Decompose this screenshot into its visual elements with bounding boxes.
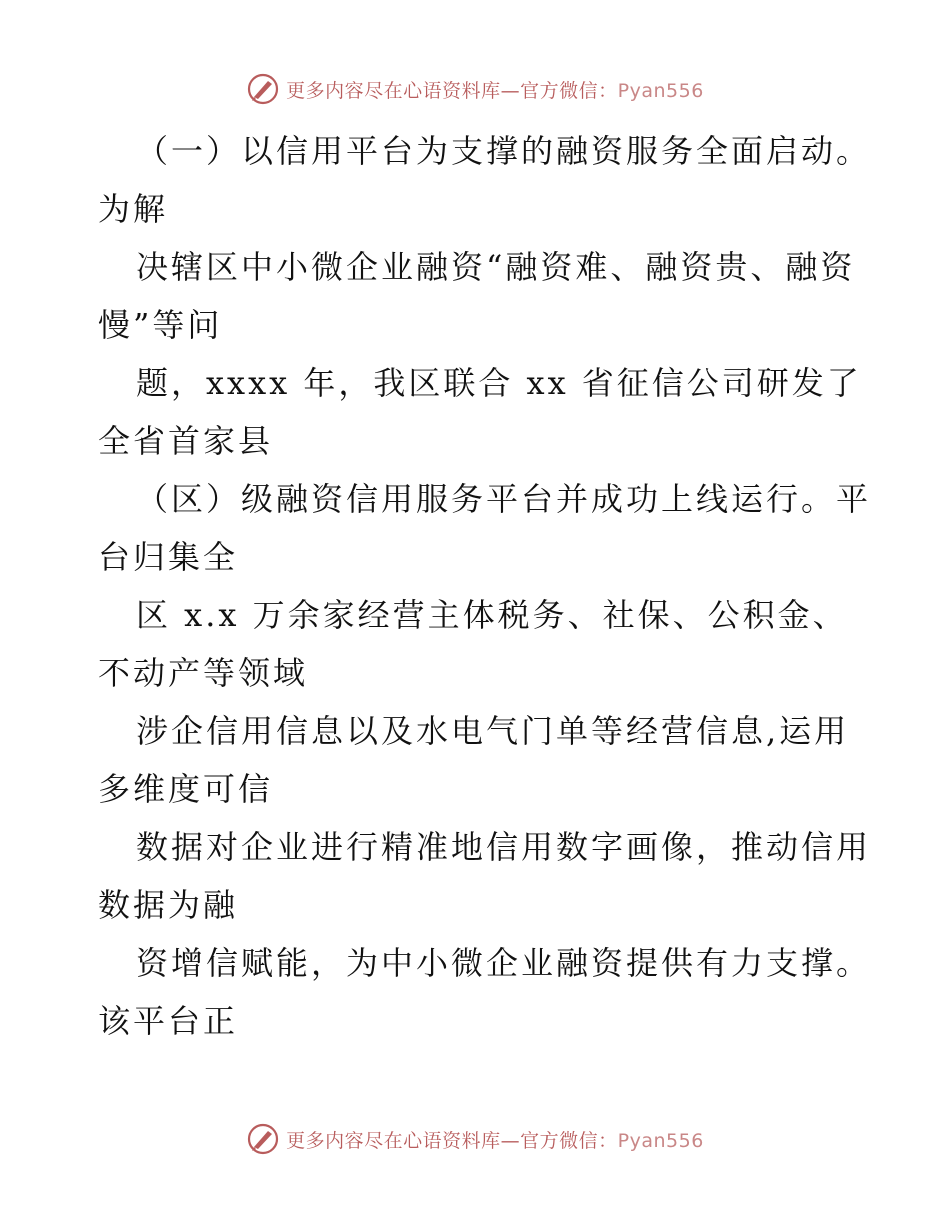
pen-logo-icon [246,72,280,106]
body-line: 为解 [98,190,169,228]
wechat-id: Pyan556 [617,79,704,102]
body-line: 该平台正 [98,1002,239,1040]
body-line: 数据为融 [98,886,239,924]
body-line: 不动产等领域 [98,654,309,692]
watermark-text: 更多内容尽在心语资料库—官方微信：Pyan556 [286,79,704,102]
body-line: 题，xxxx 年，我区联合 xx 省征信公司研发了 [136,364,862,402]
body-line: 区 x.x 万余家经营主体税务、社保、公积金、 [136,596,848,634]
body-line: 涉企信用信息以及水电气门单等经营信息,运用 [136,712,850,750]
footer-watermark [0,1122,950,1156]
watermark-text: 更多内容尽在心语资料库—官方微信：Pyan556 [286,1129,704,1152]
body-line: 数据对企业进行精准地信用数字画像，推动信用 [136,828,872,866]
pen-logo-icon [246,1122,280,1156]
body-line: 多维度可信 [98,770,274,808]
body-line: （一）以信用平台为支撑的融资服务全面启动。 [136,132,872,170]
body-line: 慢”等问 [98,306,223,344]
body-line: 资增信赋能，为中小微企业融资提供有力支撑。 [136,944,872,982]
document-body [98,122,872,1050]
body-line: 台归集全 [98,538,239,576]
body-line: 全省首家县 [98,422,274,460]
body-line: 决辖区中小微企业融资“融资难、融资贵、融资 [136,248,856,286]
wechat-id: Pyan556 [617,1129,704,1152]
header-watermark [0,72,950,106]
body-line: （区）级融资信用服务平台并成功上线运行。平 [136,480,872,518]
